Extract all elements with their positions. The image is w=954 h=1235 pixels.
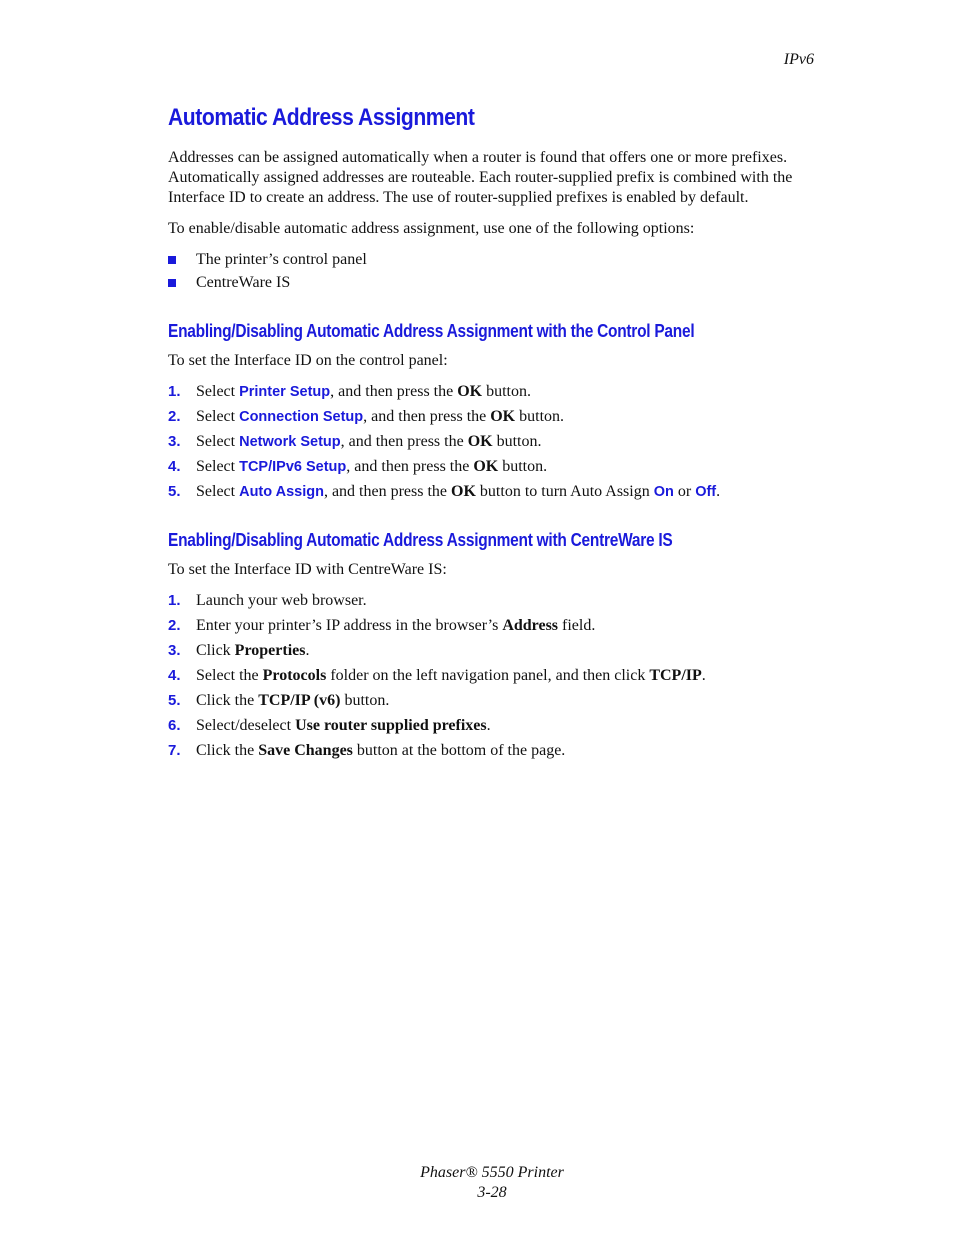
list-item: 1. Select Printer Setup, and then press the OK button. <box>168 383 531 400</box>
list-item: 4. Select the Protocols folder on the left navigation panel, and then click TCP/IP. <box>168 667 706 684</box>
list-item: CentreWare IS <box>168 273 798 293</box>
section-heading-centreware: Enabling/Disabling Automatic Address Assignment with CentreWare IS <box>168 530 673 550</box>
list-item: 1. Launch your web browser. <box>168 592 367 609</box>
page-content <box>168 104 798 766</box>
list-item: 4. Select TCP/IPv6 Setup, and then press the OK button. <box>168 458 548 475</box>
options-intro: To enable/disable automatic address assignment, use one of the following options: <box>168 220 695 237</box>
menu-option-on: On <box>653 484 674 500</box>
footer-product: Phaser® 5550 Printer <box>420 1164 564 1181</box>
list-item: The printer’s control panel <box>168 250 798 270</box>
menu-item-label: Connection Setup <box>239 409 364 425</box>
running-header: IPv6 <box>783 51 814 68</box>
centreware-steps <box>168 591 798 761</box>
menu-item-label: Network Setup <box>239 434 341 450</box>
list-item: 3. Select Network Setup, and then press the OK button. <box>168 433 542 450</box>
square-bullet-icon <box>168 256 176 264</box>
control-panel-steps <box>168 382 798 502</box>
page-footer <box>0 1163 954 1203</box>
menu-item-label: Auto Assign <box>239 484 324 500</box>
list-item: 5. Click the TCP/IP (v6) button. <box>168 692 390 709</box>
section2-intro: To set the Interface ID with CentreWare IS: <box>168 561 447 578</box>
menu-option-off: Off <box>695 484 717 500</box>
intro-paragraph: Addresses can be assigned automatically when a router is found that offers one or more prefixes. Automatically assigned addresses are routeable. Each router-supplied prefix is combined with the Interface ID to create an address. The use of router-supplied prefixes is enabled by default. <box>168 149 793 206</box>
square-bullet-icon <box>168 279 176 287</box>
page-title: Automatic Address Assignment <box>168 104 475 131</box>
section-heading-control-panel: Enabling/Disabling Automatic Address Assignment with the Control Panel <box>168 321 695 341</box>
options-list <box>168 250 798 293</box>
list-item: 6. Select/deselect Use router supplied prefixes. <box>168 717 491 734</box>
list-item: 7. Click the Save Changes button at the bottom of the page. <box>168 742 566 759</box>
list-item: 2. Enter your printer’s IP address in the browser’s Address field. <box>168 617 596 634</box>
section1-intro: To set the Interface ID on the control panel: <box>168 352 448 369</box>
list-item: 5. Select Auto Assign, and then press the OK button to turn Auto Assign On or Off. <box>168 483 721 500</box>
menu-item-label: TCP/IPv6 Setup <box>239 459 347 475</box>
list-item: 3. Click Properties. <box>168 642 310 659</box>
footer-page-number: 3-28 <box>477 1184 507 1201</box>
list-item: 2. Select Connection Setup, and then press the OK button. <box>168 408 565 425</box>
menu-item-label: Printer Setup <box>239 384 331 400</box>
